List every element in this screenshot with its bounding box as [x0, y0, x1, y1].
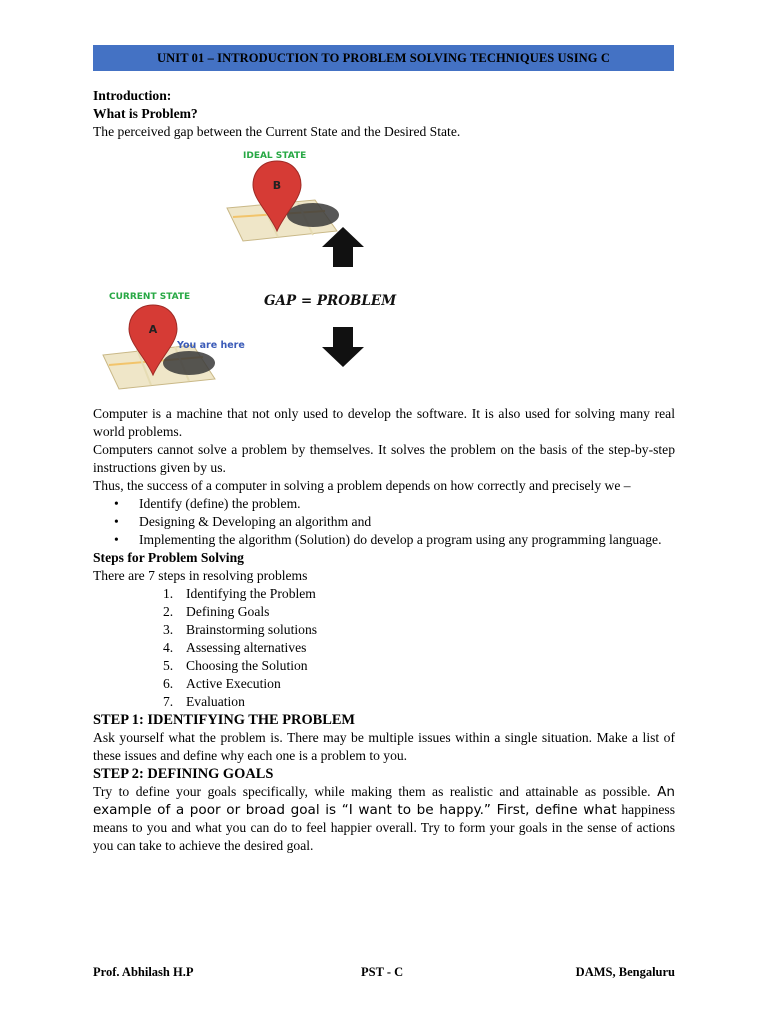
para-computers-cannot: Computers cannot solve a problem by themselves. It solves the problem on the basis of the step-by-step instructions given by us.: [93, 442, 675, 475]
steps-list: [93, 585, 675, 711]
step-text: Evaluation: [186, 694, 245, 709]
list-item: 5. Choosing the Solution: [163, 658, 308, 673]
problem-question: What is Problem?: [93, 106, 198, 121]
steps-intro: There are 7 steps in resolving problems: [93, 568, 308, 583]
step-text: Identifying the Problem: [186, 586, 316, 601]
step2-text: [93, 783, 675, 855]
list-item: 1. Identifying the Problem: [163, 586, 316, 601]
problem-definition: The perceived gap between the Current State and the Desired State.: [93, 124, 461, 139]
list-item: 2. Defining Goals: [163, 604, 270, 619]
page-footer: [93, 965, 675, 981]
list-item: 6. Active Execution: [163, 676, 281, 691]
pin-b-letter: B: [272, 179, 282, 192]
you-are-here-label: You are here: [177, 340, 245, 351]
gap-diagram: [93, 145, 423, 393]
step1-heading: STEP 1: IDENTIFYING THE PROBLEM: [93, 712, 356, 728]
bullet-list: [93, 495, 675, 549]
current-state-label: CURRENT STATE: [109, 292, 191, 302]
gap-problem-figure: [93, 145, 423, 393]
up-arrow-icon: [322, 227, 364, 267]
footer-course: PST - C: [361, 965, 404, 979]
step1-text: Ask yourself what the problem is. There may be multiple issues within a single situation. Make a list of these issues and define why each one is a problem to you.: [93, 730, 675, 763]
bullet-text: Implementing the algorithm (Solution) do develop a program using any programming language.: [139, 532, 662, 547]
unit-title-banner: [93, 45, 674, 71]
ideal-state-label: IDEAL STATE: [243, 151, 307, 161]
steps-heading: Steps for Problem Solving: [93, 550, 244, 565]
bullet-text: Identify (define) the problem.: [139, 496, 301, 511]
list-item: • Implementing the algorithm (Solution) do develop a program using any programming language.: [114, 532, 662, 547]
list-item: 7. Evaluation: [163, 694, 245, 709]
step2-text-b: An example of a poor or broad goal is “I want to be happy.” First, define what: [93, 784, 675, 818]
step-text: Assessing alternatives: [186, 640, 307, 655]
step-text: Active Execution: [186, 676, 281, 691]
gap-problem-label: GAP = PROBLEM: [264, 293, 397, 309]
step2-heading: STEP 2: DEFINING GOALS: [93, 766, 274, 782]
footer-author: Prof. Abhilash H.P: [93, 965, 194, 979]
down-arrow-icon: [322, 327, 364, 367]
step-text: Choosing the Solution: [186, 658, 308, 673]
main-content: [93, 87, 675, 855]
list-item: 4. Assessing alternatives: [163, 640, 307, 655]
para-computer-machine: Computer is a machine that not only used to develop the software. It is also used for solving many real world problems.: [93, 406, 675, 439]
step-text: Brainstorming solutions: [186, 622, 318, 637]
bullet-text: Designing & Developing an algorithm and: [139, 514, 372, 529]
intro-heading: Introduction:: [93, 88, 172, 103]
list-item: 3. Brainstorming solutions: [163, 622, 318, 637]
footer-institution: DAMS, Bengaluru: [575, 965, 675, 979]
para-success: Thus, the success of a computer in solving a problem depends on how correctly and precisely we –: [93, 478, 631, 493]
list-item: • Designing & Developing an algorithm and: [114, 514, 372, 529]
step2-text-c: happiness means to you and what you can do to feel happier overall. Try to form your goals in the sense of actions you can take to achieve the desired goal.: [93, 802, 675, 853]
step2-text-a: Try to define your goals specifically, while making them as realistic and attainable as possible.: [93, 784, 651, 799]
list-item: • Identify (define) the problem.: [114, 496, 301, 511]
pin-a-letter: A: [148, 323, 158, 336]
unit-title: UNIT 01 – INTRODUCTION TO PROBLEM SOLVING TECHNIQUES USING C: [157, 50, 610, 65]
step-text: Defining Goals: [186, 604, 270, 619]
